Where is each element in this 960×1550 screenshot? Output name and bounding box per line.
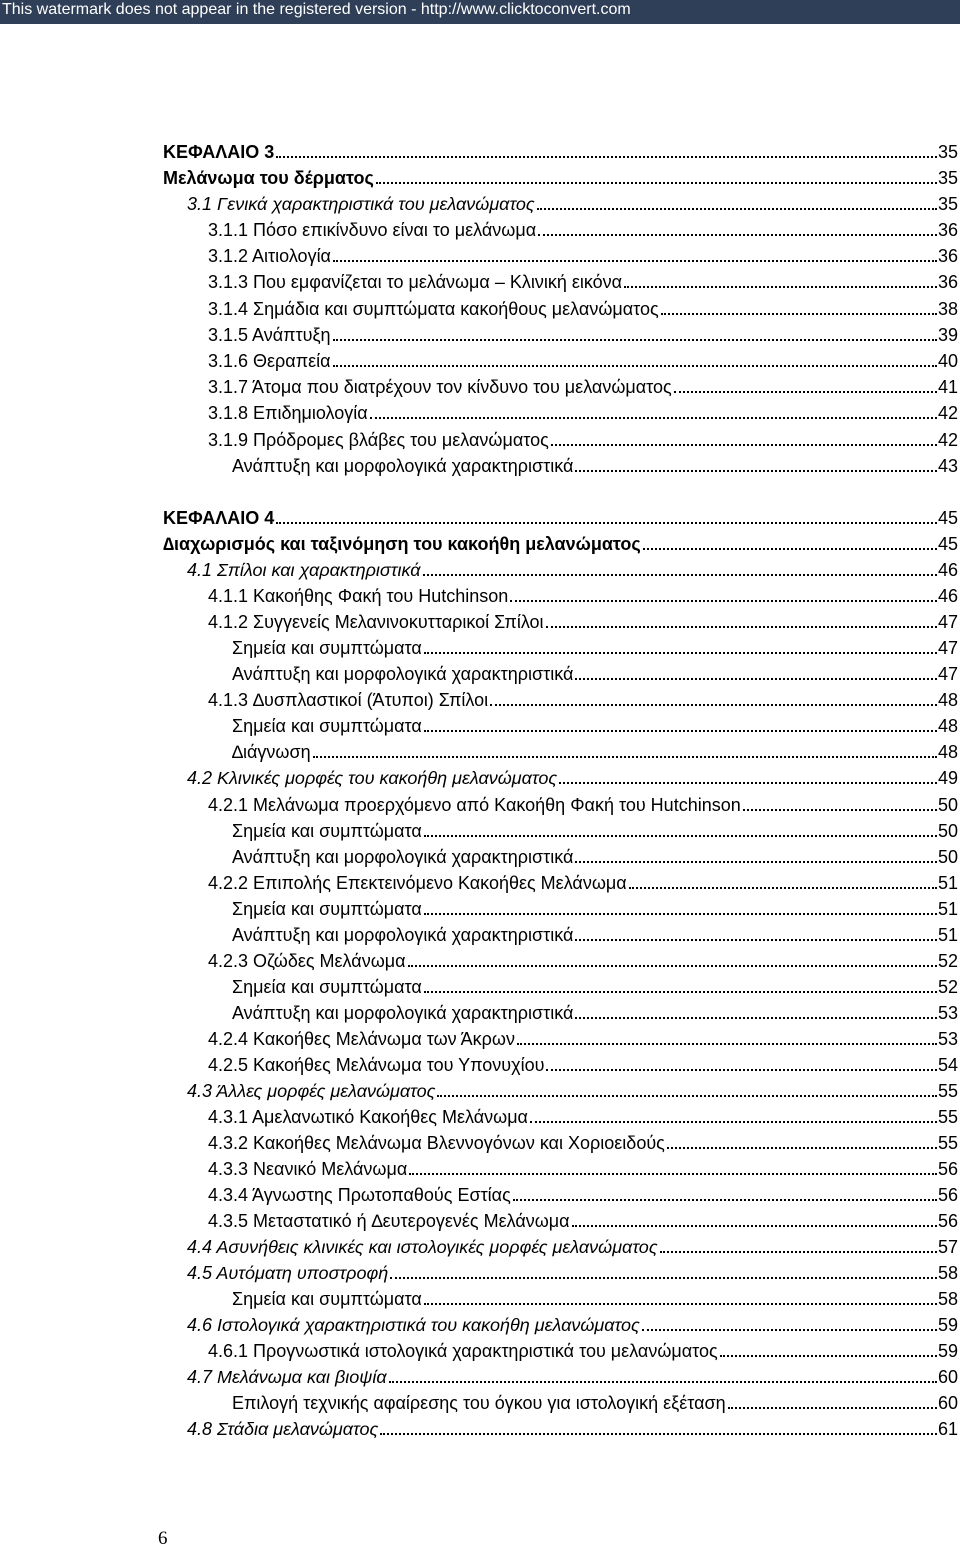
toc-entry-title: 3.1.2 Αιτιολογία — [208, 246, 331, 266]
dot-leader — [537, 208, 937, 210]
toc-entry-title: 4.3.2 Κακοήθες Μελάνωμα Βλεννογόνων και Χοριοειδούς — [208, 1133, 665, 1153]
dot-leader — [437, 1095, 937, 1097]
toc-entry[interactable] — [187, 1260, 958, 1286]
dot-leader — [629, 887, 937, 889]
toc-entry-page: 47 — [937, 664, 958, 684]
toc-entry-title: Ανάπτυξη και μορφολογικά χαρακτηριστικά — [232, 664, 574, 684]
toc-entry-title: Σημεία και συμπτώματα — [232, 638, 422, 658]
toc-entry[interactable] — [163, 531, 958, 557]
dot-leader — [661, 313, 937, 315]
toc-entry-title: 4.2.1 Μελάνωμα προερχόμενο από Κακοήθη Φακή του Hutchinson — [208, 795, 741, 815]
toc-entry-title: Σημεία και συμπτώματα — [232, 1289, 422, 1309]
toc-entry-page: 52 — [937, 977, 958, 997]
toc-entry-page: 50 — [937, 847, 958, 867]
dot-leader — [642, 1329, 937, 1331]
toc-entry-title: 3.1.1 Πόσο επικίνδυνο είναι το μελάνωμα — [208, 220, 537, 240]
toc-entry[interactable] — [163, 505, 958, 531]
toc-entry-page: 36 — [937, 220, 958, 240]
dot-leader — [370, 417, 937, 419]
toc-entry-page: 35 — [937, 194, 958, 214]
toc-entry-page: 47 — [937, 638, 958, 658]
toc-entry-page: 42 — [937, 403, 958, 423]
toc-entry[interactable] — [232, 844, 958, 870]
toc-entry-page: 50 — [937, 821, 958, 841]
toc-entry[interactable] — [208, 583, 958, 609]
toc-entry-title: 3.1.9 Πρόδρομες βλάβες του μελανώματος — [208, 430, 549, 450]
toc-entry-page: 42 — [937, 430, 958, 450]
toc-entry-page: 58 — [937, 1263, 958, 1283]
dot-leader — [424, 652, 937, 654]
dot-leader — [546, 626, 937, 628]
toc-entry[interactable] — [208, 427, 958, 453]
toc-entry[interactable] — [187, 765, 958, 791]
dot-leader — [376, 182, 937, 184]
toc-entry-page: 47 — [937, 612, 958, 632]
toc-entry[interactable] — [187, 1364, 958, 1390]
toc-entry-title: 4.6 Ιστολογικά χαρακτηριστικά του κακοήθη μελανώματος — [187, 1315, 640, 1335]
toc-entry-page: 53 — [937, 1029, 958, 1049]
toc-entry[interactable] — [208, 1156, 958, 1182]
toc-entry-title: 4.3 Άλλες μορφές μελανώματος — [187, 1081, 436, 1101]
toc-entry[interactable] — [232, 922, 958, 948]
toc-entry-page: 35 — [937, 168, 958, 188]
toc-entry[interactable] — [187, 1078, 958, 1104]
toc-entry[interactable] — [187, 1234, 958, 1260]
toc-entry-page: 48 — [937, 690, 958, 710]
toc-entry[interactable] — [208, 217, 958, 243]
toc-entry[interactable] — [163, 165, 958, 191]
toc-entry[interactable] — [232, 1390, 958, 1416]
toc-entry-title: 4.1 Σπίλοι και χαρακτηριστικά — [187, 560, 421, 580]
toc-entry[interactable] — [208, 1208, 958, 1234]
dot-leader — [380, 1433, 937, 1435]
toc-entry-page: 36 — [937, 246, 958, 266]
toc-entry-title: 3.1.4 Σημάδια και συμπτώματα κακοήθους μελανώματος — [208, 299, 659, 319]
dot-leader — [530, 1121, 937, 1123]
toc-entry-title: 4.2.2 Επιπολής Επεκτεινόμενο Κακοήθες Μελάνωμα — [208, 873, 627, 893]
toc-entry-title: Ανάπτυξη και μορφολογικά χαρακτηριστικά — [232, 925, 574, 945]
dot-leader — [572, 1225, 937, 1227]
toc-entry-page: 46 — [937, 560, 958, 580]
toc-entry-title: ∆ιαχωρισμός και ταξινόμηση του κακοήθη μελανώματος — [163, 534, 641, 554]
dot-leader — [559, 782, 937, 784]
toc-entry[interactable] — [232, 635, 958, 661]
toc-entry[interactable] — [232, 453, 958, 479]
toc-entry-title: Ανάπτυξη και μορφολογικά χαρακτηριστικά — [232, 847, 574, 867]
toc-entry[interactable] — [187, 1312, 958, 1338]
toc-entry-page: 55 — [937, 1107, 958, 1127]
toc-entry[interactable] — [208, 400, 958, 426]
dot-leader — [409, 1173, 937, 1175]
dot-leader — [408, 965, 937, 967]
dot-leader — [333, 260, 937, 262]
toc-entry[interactable] — [208, 322, 958, 348]
dot-leader — [674, 391, 937, 393]
toc-entry-title: 3.1.5 Ανάπτυξη — [208, 325, 331, 345]
dot-leader — [276, 522, 937, 524]
toc-entry-title: 3.1.7 Άτομα που διατρέχουν τον κίνδυνο του μελανώματος — [208, 377, 672, 397]
toc-entry-page: 55 — [937, 1081, 958, 1101]
toc-entry-title: 3.1.8 Επιδημιολογία — [208, 403, 368, 423]
toc-entry-page: 56 — [937, 1185, 958, 1205]
dot-leader — [513, 1199, 937, 1201]
dot-leader — [743, 809, 937, 811]
toc-entry[interactable] — [208, 609, 958, 635]
toc-entry[interactable] — [208, 348, 958, 374]
dot-leader — [424, 913, 937, 915]
toc-entry-page: 48 — [937, 742, 958, 762]
toc-entry[interactable] — [187, 557, 958, 583]
dot-leader — [490, 704, 937, 706]
toc-entry-title: 4.3.5 Μεταστατικό ή ∆ευτερογενές Μελάνωμα — [208, 1211, 570, 1231]
toc-entry-page: 56 — [937, 1211, 958, 1231]
toc-entry[interactable] — [208, 296, 958, 322]
dot-leader — [333, 365, 937, 367]
toc-entry-title: Σημεία και συμπτώματα — [232, 899, 422, 919]
toc-entry-title: 4.7 Μελάνωμα και βιοψία — [187, 1367, 387, 1387]
toc-entry-page: 51 — [937, 925, 958, 945]
dot-leader — [424, 835, 937, 837]
toc-entry-title: Σημεία και συμπτώματα — [232, 716, 422, 736]
toc-entry[interactable] — [208, 374, 958, 400]
toc-entry[interactable] — [208, 1182, 958, 1208]
toc-entry[interactable] — [232, 1286, 958, 1312]
toc-entry-page: 50 — [937, 795, 958, 815]
toc-entry[interactable] — [208, 870, 958, 896]
dot-leader — [424, 991, 937, 993]
dot-leader — [551, 444, 937, 446]
toc-entry-title: 4.2.4 Κακοήθες Μελάνωμα των Άκρων — [208, 1029, 515, 1049]
toc-entry-page: 59 — [937, 1315, 958, 1335]
toc-entry-title: 4.8 Στάδια μελανώματος — [187, 1419, 379, 1439]
dot-leader — [575, 939, 937, 941]
toc-entry-title: 4.2.3 Οζώδες Μελάνωμα — [208, 951, 406, 971]
toc-entry-page: 49 — [937, 768, 958, 788]
toc-entry[interactable] — [163, 139, 958, 165]
page-number: 6 — [158, 1528, 168, 1549]
toc-entry[interactable] — [208, 792, 958, 818]
toc-entry[interactable] — [232, 974, 958, 1000]
toc-entry-title: 4.1.2 Συγγενείς Μελανινοκυτταρικοί Σπίλοι — [208, 612, 544, 632]
watermark-text: This watermark does not appear in the registered version - — [2, 1, 421, 18]
dot-leader — [643, 548, 937, 550]
toc-entry-title: 4.3.1 Αμελανωτικό Κακοήθες Μελάνωμα — [208, 1107, 528, 1127]
dot-leader — [538, 234, 937, 236]
toc-entry-page: 54 — [937, 1055, 958, 1075]
watermark-link[interactable]: http://www.clicktoconvert.com — [420, 1, 631, 18]
toc-entry[interactable] — [208, 1338, 958, 1364]
dot-leader — [389, 1381, 937, 1383]
toc-entry-title: 3.1.6 Θεραπεία — [208, 351, 331, 371]
toc-entry-title: 4.4 Ασυνήθεις κλινικές και ιστολογικές μορφές μελανώματος — [187, 1237, 658, 1257]
toc-entry[interactable] — [208, 1130, 958, 1156]
toc-entry-page: 51 — [937, 899, 958, 919]
toc-entry[interactable] — [208, 687, 958, 713]
toc-entry[interactable] — [232, 896, 958, 922]
toc-entry[interactable] — [208, 1104, 958, 1130]
toc-entry-page: 53 — [937, 1003, 958, 1023]
toc-entry-page: 45 — [937, 508, 958, 528]
dot-leader — [660, 1251, 937, 1253]
toc-entry-title: 4.3.4 Άγνωστης Πρωτοπαθούς Εστίας — [208, 1185, 511, 1205]
toc-entry-title: 3.1 Γενικά χαρακτηριστικά του μελανώματος — [187, 194, 535, 214]
toc-entry-page: 36 — [937, 272, 958, 292]
toc-entry[interactable] — [187, 1416, 958, 1442]
toc-entry-page: 48 — [937, 716, 958, 736]
toc-entry-title: 4.1.3 ∆υσπλαστικοί (Άτυποι) Σπίλοι — [208, 690, 489, 710]
toc-entry-page: 43 — [937, 456, 958, 476]
toc-entry-page: 39 — [937, 325, 958, 345]
dot-leader — [546, 1069, 937, 1071]
toc-entry-page: 56 — [937, 1159, 958, 1179]
toc-entry-page: 45 — [937, 534, 958, 554]
toc-entry-title: ∆ιάγνωση — [232, 742, 311, 762]
dot-leader — [728, 1407, 937, 1409]
toc-entry-page: 61 — [937, 1419, 958, 1439]
toc-entry[interactable] — [232, 713, 958, 739]
dot-leader — [575, 861, 937, 863]
toc-entry[interactable] — [208, 269, 958, 295]
dot-leader — [667, 1147, 937, 1149]
toc-entry-title: Σημεία και συμπτώματα — [232, 977, 422, 997]
dot-leader — [333, 339, 937, 341]
toc-entry-title: 4.3.3 Νεανικό Μελάνωμα — [208, 1159, 408, 1179]
toc-entry-page: 41 — [937, 377, 958, 397]
toc-entry-page: 57 — [937, 1237, 958, 1257]
dot-leader — [720, 1355, 937, 1357]
toc-entry-title: Ανάπτυξη και μορφολογικά χαρακτηριστικά — [232, 1003, 574, 1023]
toc-entry-page: 38 — [937, 299, 958, 319]
dot-leader — [517, 1043, 937, 1045]
toc-entry-title: ΚΕΦΑΛΑΙΟ 4 — [163, 508, 275, 528]
toc-entry-page: 40 — [937, 351, 958, 371]
toc-entry-page: 60 — [937, 1393, 958, 1413]
toc-entry[interactable] — [208, 1052, 958, 1078]
dot-leader — [390, 1277, 937, 1279]
toc-entry-page: 59 — [937, 1341, 958, 1361]
dot-leader — [624, 286, 937, 288]
dot-leader — [575, 678, 937, 680]
dot-leader — [424, 1303, 937, 1305]
toc-entry[interactable] — [232, 739, 958, 765]
toc-entry-title: 3.1.3 Που εμφανίζεται το μελάνωμα – Κλινική εικόνα — [208, 272, 623, 292]
toc-entry-title: Μελάνωμα του δέρματος — [163, 168, 374, 188]
dot-leader — [575, 470, 937, 472]
dot-leader — [575, 1017, 937, 1019]
toc-entry-title: Σημεία και συμπτώματα — [232, 821, 422, 841]
toc-entry-page: 51 — [937, 873, 958, 893]
toc-entry[interactable] — [187, 191, 958, 217]
toc-entry[interactable] — [232, 1000, 958, 1026]
toc-entry[interactable] — [208, 243, 958, 269]
toc-entry[interactable] — [232, 818, 958, 844]
watermark-banner — [0, 0, 960, 24]
toc-entry[interactable] — [232, 661, 958, 687]
toc-entry-title: 4.2.5 Κακοήθες Μελάνωμα του Υπονυχίου — [208, 1055, 545, 1075]
toc-entry-page: 46 — [937, 586, 958, 606]
toc-entry-title: 4.5 Αυτόματη υποστροφή — [187, 1263, 389, 1283]
toc-entry-page: 52 — [937, 951, 958, 971]
toc-entry-title: ΚΕΦΑΛΑΙΟ 3 — [163, 142, 275, 162]
dot-leader — [424, 730, 937, 732]
toc-entry-title: 4.6.1 Προγνωστικά ιστολογικά χαρακτηριστικά του μελανώματος — [208, 1341, 718, 1361]
toc-entry-page: 58 — [937, 1289, 958, 1309]
toc-entry[interactable] — [208, 1026, 958, 1052]
dot-leader — [313, 756, 937, 758]
dot-leader — [423, 574, 937, 576]
toc-entry-page: 55 — [937, 1133, 958, 1153]
toc-entry-page: 35 — [937, 142, 958, 162]
toc-entry-title: 4.2 Κλινικές μορφές του κακοήθη μελανώματος — [187, 768, 558, 788]
toc-entry-title: Ανάπτυξη και μορφολογικά χαρακτηριστικά — [232, 456, 574, 476]
dot-leader — [510, 600, 937, 602]
toc-entry[interactable] — [208, 948, 958, 974]
dot-leader — [276, 156, 937, 158]
toc-entry-title: 4.1.1 Κακοήθης Φακή του Hutchinson — [208, 586, 509, 606]
toc-entry-title: Επιλογή τεχνικής αφαίρεσης του όγκου για ιστολογική εξέταση — [232, 1393, 726, 1413]
toc-entry-page: 60 — [937, 1367, 958, 1387]
